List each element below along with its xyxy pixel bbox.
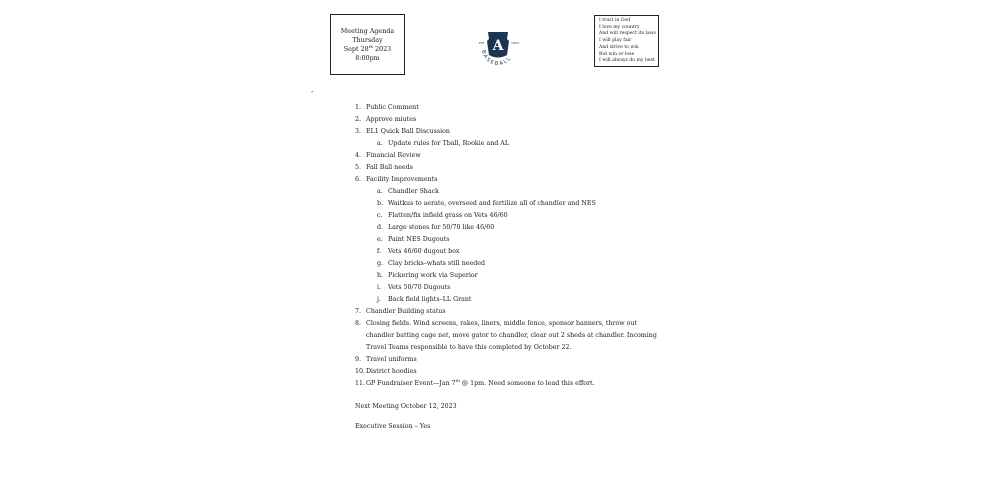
subitem-text: Chandler Shack [388,188,439,195]
pledge-line: I will always do my best [599,58,655,64]
meeting-title: Meeting Agenda [340,26,395,35]
item-text: Approve miutes [366,116,417,123]
item-text: Public Comment [366,104,419,111]
item-text: EL1 Quick Ball Discussion [366,128,450,135]
subitem-letter: j. [377,296,381,303]
pledge-line: But win or lose [599,51,635,57]
item-number: 2. [355,116,362,123]
meeting-date-suffix: th [368,43,373,49]
item-text [366,377,595,387]
subitem-text: Pickering work via Superior [388,272,478,279]
meeting-date-year: 2023 [372,44,392,53]
pledge-box [594,15,659,67]
next-meeting: Next Meeting October 12, 2023 [355,403,457,410]
subitem-text: Flatten/fix infield grass on Vets 46/60 [388,212,508,219]
executive-session: Executive Session – Yes [355,423,431,430]
item-text: Fall Ball needs [366,164,413,171]
pledge-line: And strive to win [599,44,639,50]
pledge-line: And will respect its laws [599,31,656,37]
subitem-text: Back field lights–LL Grant [388,296,472,303]
subitem-letter: h. [377,272,384,279]
logo-est: EST [479,41,485,45]
pledge-line: I will play fair [599,38,632,44]
logo-year: 1953 [511,41,519,45]
item-number: 10. [355,368,366,375]
item-text-continuation: chandler batting cage net, move gator to chandler, clear out 2 sheds at chandler. Incoming [366,332,657,339]
subitem-text: Vets 46/60 dugout box [388,248,460,255]
meeting-date [344,45,391,54]
pledge-line: I love my country [599,24,640,30]
item-text-continuation: Travel Teams responsible to have this completed by October 22. [366,344,572,351]
subitem-text: Large stones for 50/70 like 46/60 [388,224,495,231]
item-text: Chandler Building status [366,308,446,315]
item-text-main: GP Fundraiser Event—Jan 7 [366,380,456,387]
meeting-time: 8:00pm [355,53,380,62]
item-text: Closing fields. Wind screens, rakes, liners, middle fence, sponsor banners, throw out [366,320,638,327]
subitem-letter: a. [377,140,383,147]
item-text-suffix: th [455,377,460,383]
subitem-text: Clay bricks–whats still needed [388,260,485,267]
subitem-letter: b. [377,200,384,207]
item-number: 7. [355,308,362,315]
meeting-date-day: Sept 28 [343,44,369,53]
subitem-letter: g. [377,260,384,267]
subitem-letter: f. [377,248,382,255]
subitem-letter: c. [377,212,383,219]
subitem-text: Waitkus to aerate, overseed and fertilize all of chandler and NES [388,200,596,207]
meeting-info-box [330,14,405,75]
logo-letter: A [492,38,504,54]
logo-arc-textpath: BASEBALL [479,49,514,68]
item-number: 5. [355,164,362,171]
meeting-weekday: Thursday [352,35,383,44]
item-number: 8. [355,320,362,327]
subitem-text: Vets 50/70 Dugouts [388,284,451,291]
item-number: 3. [355,128,362,135]
subitem-text: Paint NES Dugouts [388,236,450,243]
item-number: 11. [355,380,366,387]
item-text-rest: @ 1pm. Need someone to lead this effort. [459,380,595,387]
subitem-letter: d. [377,224,384,231]
item-text: Travel uniforms [366,356,417,363]
subitem-text: Update rules for Tball, Rookie and AL [388,140,510,147]
subitem-letter: a. [377,188,383,195]
item-text: Facility Improvements [366,176,438,183]
item-number: 9. [355,356,362,363]
item-text: District hoodies [366,368,417,375]
stray-mark: - [311,88,314,96]
subitem-letter: i. [377,284,382,291]
item-number: 1. [355,104,362,111]
item-number: 6. [355,176,362,183]
keystone-baseball-logo-icon [474,30,522,70]
subitem-letter: e. [377,236,383,243]
item-text: Financial Review [366,152,421,159]
item-number: 4. [355,152,362,159]
pledge-line: I trust in God [599,18,631,23]
